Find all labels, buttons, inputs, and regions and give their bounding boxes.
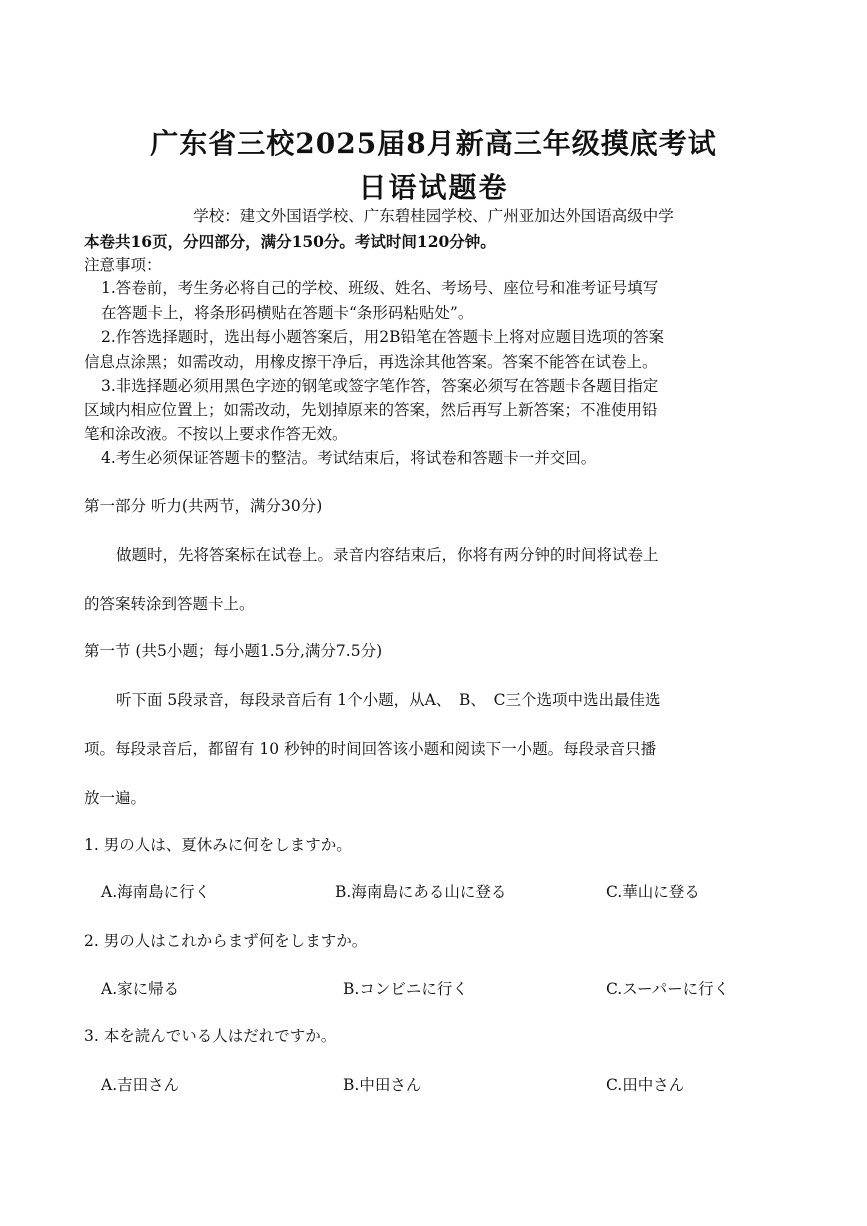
question-3: 3. 本を読んでいる人はだれですか。 [84, 1027, 337, 1045]
q2-option-b: B.コンビニに行く [343, 980, 468, 998]
part1-heading: 第一部分 听力(共两节，满分30分) [84, 497, 323, 515]
notice-line: 3.非选择题必须用黑色字迹的钢笔或签字笔作答，答案必须写在答题卡各题目指定 [101, 377, 659, 395]
section1-instruction: 放一遍。 [84, 789, 147, 807]
q2-option-a: A.家に帰る [101, 980, 180, 998]
notice-line: 区域内相应位置上；如需改动，先划掉原来的答案，然后再写上新答案；不准使用铅 [84, 401, 658, 419]
notice-line: 4.考生必须保证答题卡的整洁。考试结束后，将试卷和答题卡一并交回。 [101, 449, 597, 467]
part1-instruction: 做题时，先将答案标在试卷上。录音内容结束后，你将有两分钟的时间将试卷上 [116, 546, 659, 564]
q1-option-a: A.海南島に行く [101, 883, 211, 901]
section1-heading: 第一节 (共5小题；每小题1.5分,满分7.5分) [84, 642, 383, 660]
q3-option-b: B.中田さん [343, 1076, 422, 1094]
notice-line: 笔和涂改液。不按以上要求作答无效。 [84, 425, 348, 443]
q3-option-c: C.田中さん [606, 1076, 685, 1094]
q1-option-c: C.華山に登る [606, 883, 700, 901]
q1-option-b: B.海南島にある山に登る [335, 883, 507, 901]
exam-summary: 本卷共16页，分四部分，满分150分。考试时间120分钟。 [84, 232, 496, 251]
notice-line: 在答题卡上，将条形码横贴在答题卡“条形码粘贴处”。 [101, 304, 474, 322]
notice-line: 信息点涂黑；如需改动，用橡皮擦干净后，再选涂其他答案。答案不能答在试卷上。 [84, 353, 658, 371]
part1-instruction: 的答案转涂到答题卡上。 [84, 595, 255, 613]
question-2: 2. 男の人はこれからまず何をしますか。 [84, 932, 368, 950]
notice-line: 2.作答选择题时，选出每小题答案后，用2B铅笔在答题卡上将对应题目选项的答案 [101, 328, 665, 346]
exam-subtitle: 日语试题卷 [358, 171, 509, 204]
schools-line: 学校：建文外国语学校、广东碧桂园学校、广州亚加达外国语高级中学 [193, 207, 674, 225]
section1-instruction: 项。每段录音后，都留有 10 秒钟的时间回答该小题和阅读下一小题。每段录音只播 [84, 740, 657, 758]
notice-heading: 注意事项： [84, 256, 162, 274]
notice-line: 1.答卷前，考生务必将自己的学校、班级、姓名、考场号、座位号和准考证号填写 [101, 279, 659, 297]
q2-option-c: C.スーパーに行く [606, 980, 730, 998]
q3-option-a: A.吉田さん [101, 1076, 180, 1094]
exam-title: 广东省三校2025届8月新高三年级摸底考试 [150, 127, 717, 160]
section1-instruction: 听下面 5段录音，每段录音后有 1个小题，从A、 B、 C三个选项中选出最佳选 [116, 691, 661, 709]
question-1: 1. 男の人は、夏休みに何をしますか。 [84, 836, 352, 854]
